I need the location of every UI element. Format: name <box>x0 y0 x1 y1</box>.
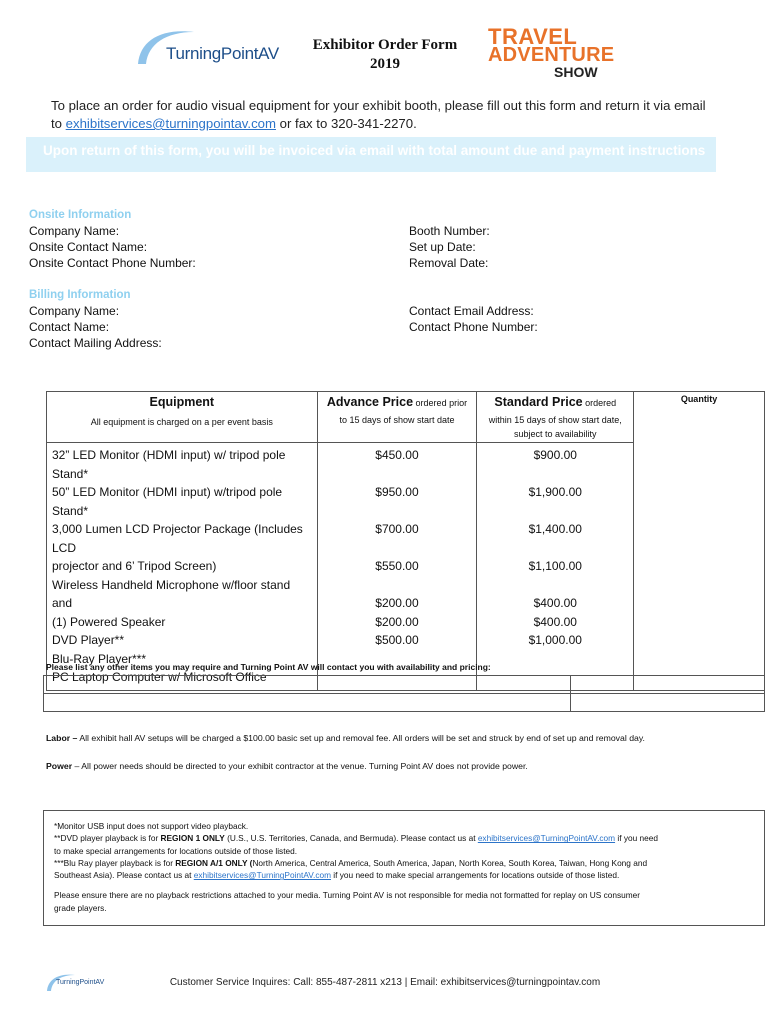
other-item-description-1[interactable] <box>44 676 571 694</box>
invoice-banner-text: Upon return of this form, you will be invoiced via email with total amount due and payment instructions <box>43 143 706 158</box>
footnote-bluray-b: North America, Central America, South America, Japan, North Korea, South Korea, Taiwan, Hong Kong and <box>252 857 648 868</box>
standard-price-4: $1,100.00 <box>528 559 582 573</box>
standard-prices-cell <box>477 443 634 691</box>
footnote-dvd-c: if you need <box>615 833 658 844</box>
travel-adventure-show-logo <box>486 24 615 80</box>
power-text: – All power needs should be directed to your exhibit contractor at the venue. Turning Point AV does not provide power. <box>72 761 528 771</box>
equipment-item-6: Blu-Ray Player*** <box>52 651 147 666</box>
labor-text: All exhibit hall AV setups will be charged a $100.00 basic set up and removal fee. All orders will be set and struck by end of set up and removal day. <box>77 733 645 743</box>
standard-price-header-cell <box>477 392 634 443</box>
power-label: Power <box>46 761 73 771</box>
removal-date-field[interactable]: Removal Date: <box>409 256 489 270</box>
form-title <box>300 36 470 74</box>
footnote-dvd-b: (U.S., U.S. Territories, Canada, and Bermuda). Please contact us at <box>224 833 478 844</box>
advance-price-6: $200.00 <box>375 614 419 629</box>
footnote-dvd-d: to make special arrangements for locations outside of those listed. <box>54 845 298 856</box>
other-item-description-2[interactable] <box>44 694 571 712</box>
advance-price-header <box>318 395 477 409</box>
advance-price-header-cell <box>317 392 477 443</box>
onsite-contact-phone-field[interactable]: Onsite Contact Phone Number: <box>29 256 196 270</box>
advance-price-1: $450.00 <box>375 448 419 462</box>
standard-price-1: $900.00 <box>533 448 577 462</box>
footer-contact <box>0 977 770 988</box>
other-items-label: Please list any other items you may require and Turning Point AV will contact you with availability and pricing: <box>46 662 491 672</box>
footer-logo-wordmark: TurningPointAV <box>56 979 105 986</box>
footnotes-box <box>43 810 765 926</box>
footnote-bluray-c: Southeast Asia). Please contact us at <box>54 870 194 881</box>
footnote-bluray <box>54 857 754 869</box>
quantity-column[interactable] <box>634 392 765 691</box>
advance-price-title: Advance Price <box>326 395 414 409</box>
advance-price-4: $550.00 <box>375 559 419 573</box>
footnote-media-1: Please ensure there are no playback restrictions attached to your media. Turning Point AV is not responsible for media not formatted for replay on US consumer <box>54 890 641 901</box>
footnote-bluray-email-link[interactable]: exhibitservices@TurningPointAV.com <box>193 870 331 881</box>
equipment-item-2-line1: 50” LED Monitor (HDMI input) w/tripod pole <box>52 485 283 499</box>
standard-price-header <box>477 395 633 409</box>
onsite-contact-name-field[interactable]: Onsite Contact Name: <box>29 240 148 254</box>
equipment-items-cell <box>47 443 318 691</box>
equipment-item-4-line1: Wireless Handheld Microphone w/floor stand and <box>52 577 291 610</box>
intro-text-after: or fax to 320-341-2270. <box>276 116 417 131</box>
onsite-heading: Onsite Information <box>29 209 132 221</box>
equipment-table <box>46 391 765 691</box>
equipment-item-1-line1: 32” LED Monitor (HDMI input) w/ tripod pole <box>52 448 286 462</box>
billing-heading: Billing Information <box>29 289 131 301</box>
equipment-table-header <box>47 392 765 443</box>
standard-price-sub1: within 15 days of show start date, <box>488 415 622 425</box>
footnote-bluray-a: ***Blu Ray player playback is for <box>54 857 176 868</box>
logo-travel-text: TRAVEL <box>488 24 578 49</box>
intro-text-before: To place an order for audio visual equipment for your exhibit booth, please fill out this form and return it via email to <box>51 98 706 131</box>
intro-paragraph <box>51 97 711 133</box>
footnote-dvd-a: **DVD player playback is for <box>54 833 161 844</box>
equipment-item-7: PC Laptop Computer w/ Microsoft Office <box>52 670 267 684</box>
quantity-header: Quantity <box>680 394 718 404</box>
advance-price-tail: ordered prior <box>413 398 468 408</box>
other-item-quantity-2[interactable] <box>571 694 765 712</box>
footer-contact-text: Customer Service Inquires: Call: 855-487-2811 x213 | Email: exhibitservices@turningpointav.com <box>169 977 601 988</box>
power-note <box>46 761 528 771</box>
standard-price-7: $1,000.00 <box>528 633 582 647</box>
invoice-banner <box>26 137 716 172</box>
labor-label: Labor – <box>46 733 78 743</box>
logo-show-text: SHOW <box>554 64 598 80</box>
standard-price-6: $400.00 <box>533 614 577 629</box>
footnote-dvd-email-link[interactable]: exhibitservices@TurningPointAV.com <box>477 833 616 844</box>
other-item-quantity-1[interactable] <box>571 676 765 694</box>
equipment-header-sub: All equipment is charged on a per event basis <box>90 417 273 427</box>
footnote-bluray-d: if you need to make special arrangements for locations outside of those listed. <box>331 870 620 881</box>
form-title-line1: Exhibitor Order Form <box>312 37 458 53</box>
standard-price-tail: ordered <box>582 398 617 408</box>
advance-price-7: $500.00 <box>375 633 419 647</box>
equipment-header-cell <box>47 392 318 443</box>
advance-prices-cell <box>317 443 477 691</box>
labor-note <box>46 733 645 743</box>
standard-price-5: $400.00 <box>533 596 577 610</box>
equipment-item-3-line1: 3,000 Lumen LCD Projector Package (Includes LCD <box>52 522 303 555</box>
standard-price-2: $1,900.00 <box>528 485 582 499</box>
footnote-dvd <box>54 832 754 844</box>
billing-company-name-field[interactable]: Company Name: <box>29 304 120 318</box>
footnote-media-2: grade players. <box>54 902 107 913</box>
standard-price-3: $1,400.00 <box>528 522 582 536</box>
equipment-item-4-line2: (1) Powered Speaker <box>52 614 166 629</box>
turningpoint-av-wordmark: TurningPointAV <box>166 44 279 63</box>
advance-price-sub: to 15 days of show start date <box>339 415 455 425</box>
equipment-header: Equipment <box>149 395 215 409</box>
other-items-row-1 <box>44 676 765 694</box>
advance-price-2: $950.00 <box>375 485 419 499</box>
footnote-monitor: *Monitor USB input does not support video playback. <box>54 821 249 831</box>
advance-price-5: $200.00 <box>375 596 419 610</box>
form-title-year: 2019 <box>370 56 400 72</box>
turningpoint-av-logo <box>136 26 296 72</box>
standard-price-title: Standard Price <box>494 395 583 409</box>
other-items-table <box>43 675 765 712</box>
other-items-row-2 <box>44 694 765 712</box>
equipment-item-1-line2: Stand* <box>52 466 89 481</box>
standard-price-sub2: subject to availability <box>513 429 597 439</box>
booth-number-field[interactable]: Booth Number: <box>409 224 490 238</box>
billing-email-field[interactable]: Contact Email Address: <box>409 304 534 318</box>
advance-price-3: $700.00 <box>375 522 419 536</box>
equipment-item-5: DVD Player** <box>52 633 125 647</box>
billing-phone-field[interactable]: Contact Phone Number: <box>409 320 538 334</box>
footnote-dvd-region: REGION 1 ONLY <box>160 833 225 844</box>
billing-contact-name-field[interactable]: Contact Name: <box>29 320 110 334</box>
intro-email-link[interactable]: exhibitservices@turningpointav.com <box>65 116 276 131</box>
setup-date-field[interactable]: Set up Date: <box>409 240 476 254</box>
equipment-item-2-line2: Stand* <box>52 503 89 518</box>
footnote-bluray-region: REGION A/1 ONLY ( <box>175 857 253 868</box>
onsite-company-name-field[interactable]: Company Name: <box>29 224 120 238</box>
footnote-bluray-2 <box>54 869 754 881</box>
equipment-item-3-line2: projector and 6’ Tripod Screen) <box>52 559 217 573</box>
logo-adventure-text: ADVENTURE <box>488 44 615 66</box>
billing-mailing-address-field[interactable]: Contact Mailing Address: <box>29 336 162 350</box>
